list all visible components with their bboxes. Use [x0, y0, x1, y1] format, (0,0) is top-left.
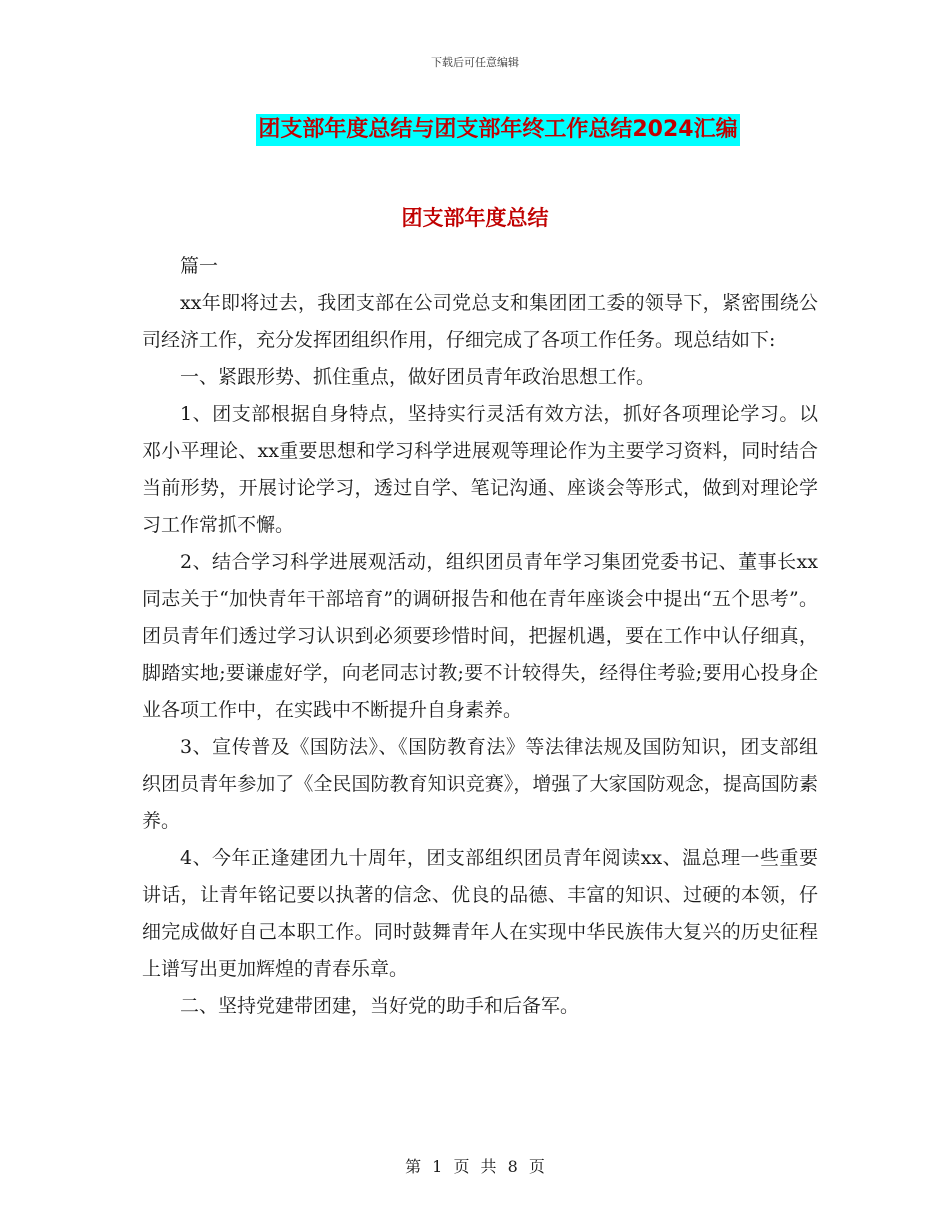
paragraph: 4、今年正逢建团九十周年，团支部组织团员青年阅读xx、温总理一些重要讲话，让青年铭记要以执著的信念、优良的品德、丰富的知识、过硬的本领，仔细完成做好自己本职工作。同时鼓舞青年人在实现中华民族伟大复兴的历史征程上谱写出更加辉煌的青春乐章。: [142, 847, 818, 980]
paragraph: 3、宣传普及《国防法》、《国防教育法》等法律法规及国防知识，团支部组织团员青年参加了《全民国防教育知识竞赛》，增强了大家国防观念，提高国防素养。: [142, 736, 818, 832]
paragraph: 二、坚持党建带团建，当好党的助手和后备军。: [180, 995, 580, 1017]
paragraph: 2、结合学习科学进展观活动，组织团员青年学习集团党委书记、董事长xx同志关于“加快青年干部培育”的调研报告和他在青年座谈会中提出“五个思考”。团员青年们透过学习认识到必须要珍惜时间，把握机遇，要在工作中认仔细真，脚踏实地;要谦虚好学，向老同志讨教;要不计较得失，经得住考验;要用心投身企业各项工作中，在实践中不断提升自身素养。: [142, 551, 818, 721]
document-title-wrap: [0, 114, 950, 146]
document-title: 团支部年度总结与团支部年终工作总结2024汇编: [256, 114, 739, 146]
page-footer: 第 1 页 共 8 页: [405, 1157, 545, 1176]
section-title: 团支部年度总结: [401, 206, 549, 230]
paragraph: xx年即将过去，我团支部在公司党总支和集团团工委的领导下，紧密围绕公司经济工作，充分发挥团组织作用，仔细完成了各项工作任务。现总结如下:: [142, 292, 818, 351]
paragraph: 1、团支部根据自身特点，坚持实行灵活有效方法，抓好各项理论学习。以邓小平理论、xx重要思想和学习科学进展观等理论作为主要学习资料，同时结合当前形势，开展讨论学习，透过自学、笔记沟通、座谈会等形式，做到对理论学习工作常抓不懈。: [142, 403, 818, 536]
paragraph: 一、紧跟形势、抓住重点，做好团员青年政治思想工作。: [180, 366, 656, 388]
paragraph: 篇一: [180, 255, 219, 277]
page-header-note: 下载后可任意编辑: [431, 56, 519, 69]
document-body: [142, 248, 818, 1025]
